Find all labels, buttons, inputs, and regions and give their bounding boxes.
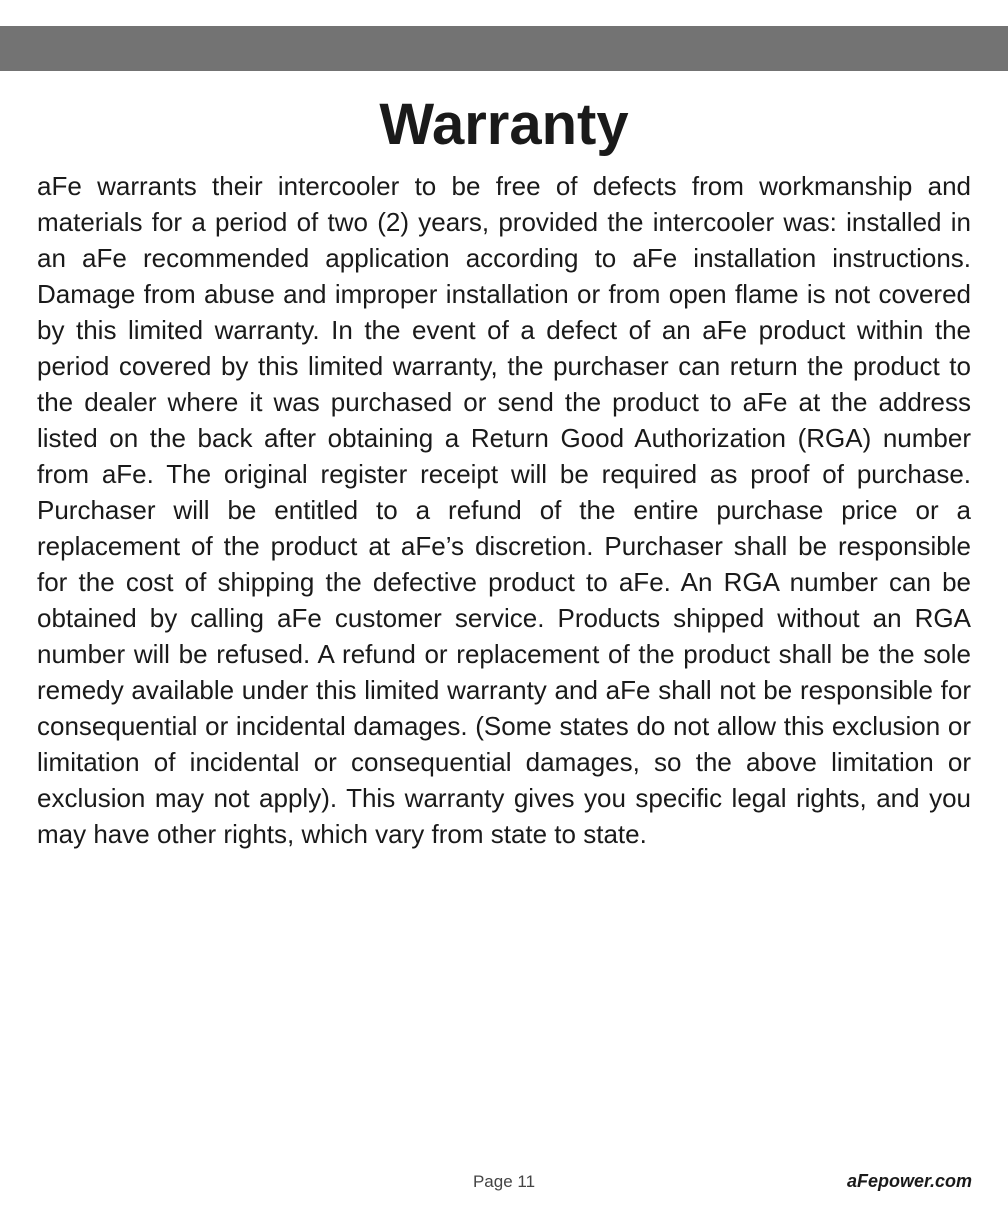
header-band: [0, 26, 1008, 71]
page-title: Warranty: [379, 92, 629, 157]
warranty-body-text: aFe warrants their intercooler to be free of defects from workmanship and materials for a period of two (2) years, provided the intercooler was: installed in an aFe recommended application according to aFe installation instructions. Damage from abuse and improper installation or from open flame is not covered by this limited warranty. In the event of a defect of an aFe product within the period covered by this limited warranty, the purchaser can return the product to the dealer where it was purchased or send the product to aFe at the address listed on the back after obtaining a Return Good Authorization (RGA) number from aFe. The original register receipt will be required as proof of purchase. Purchaser will be entitled to a refund of the entire purchase price or a replacement of the product at aFe’s discretion. Purchaser shall be responsible for the cost of shipping the defective product to aFe. An RGA number can be obtained by calling aFe customer service. Products shipped without an RGA number will be refused. A refund or replacement of the product shall be the sole remedy available under this limited warranty and aFe shall not be responsible for consequential or incidental damages. (Some states do not allow this exclusion or limitation of incidental or consequential damages, so the above limitation or exclusion may not apply). This warranty gives you specific legal rights, and you may have other rights, which vary from state to state.: [37, 171, 971, 849]
website-footer: aFepower.com: [846, 1171, 972, 1191]
page-number: Page 11: [472, 1172, 536, 1191]
